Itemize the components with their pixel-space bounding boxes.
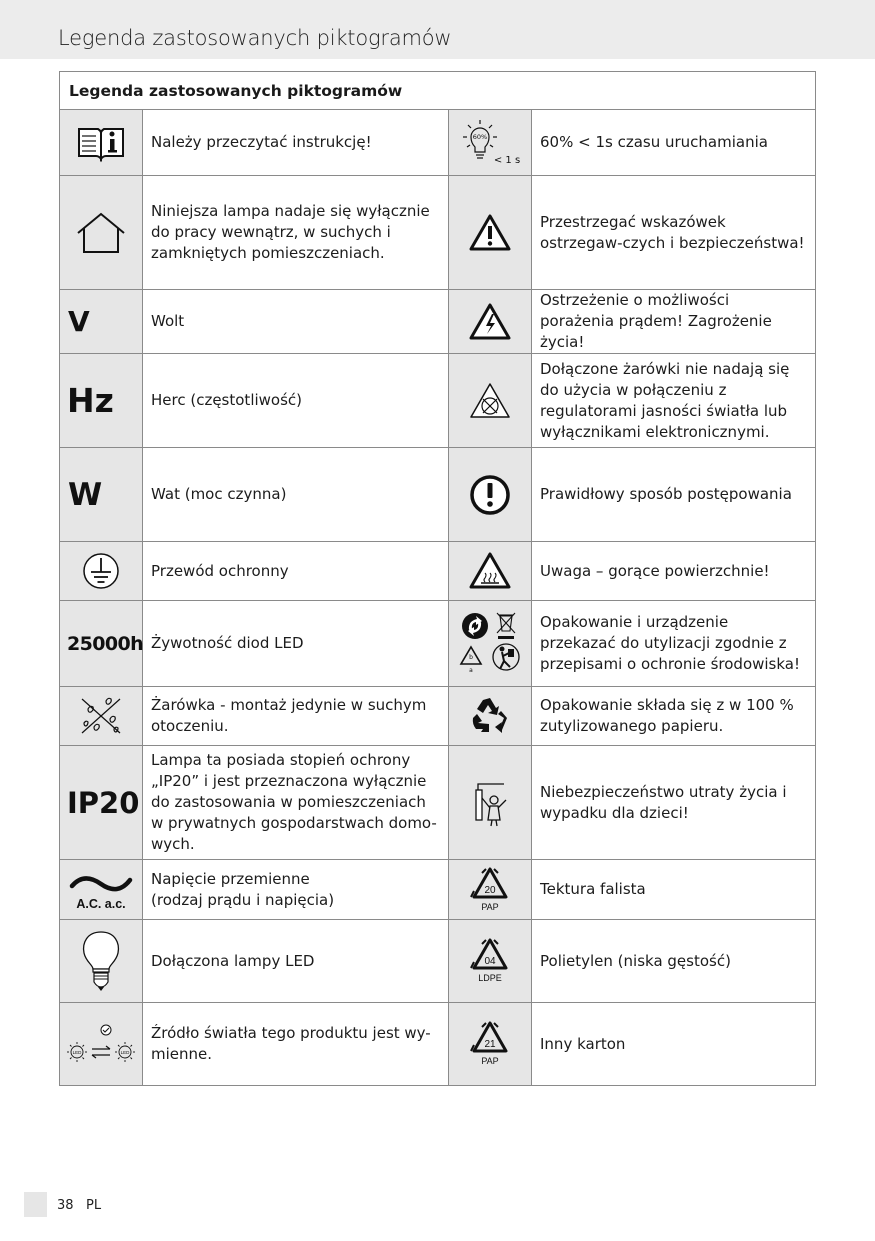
table-row — [60, 448, 816, 542]
table-title-row — [60, 72, 816, 110]
no-dimmer-icon — [449, 354, 532, 448]
legend-text: Uwaga – gorące powierzchnie! — [532, 542, 816, 601]
recycle-label-a: a — [469, 666, 473, 674]
legend-text: 60% < 1s czasu uruchamiania — [532, 110, 816, 176]
table-row — [60, 354, 816, 448]
legend-text: Przewód ochronny — [143, 542, 449, 601]
table-row — [60, 110, 816, 176]
led-lifetime-icon: 25000h — [60, 601, 143, 687]
dry-location-bulb-icon — [60, 687, 143, 746]
led-bulb-icon — [60, 920, 143, 1003]
child-danger-icon — [449, 746, 532, 860]
table-row — [60, 601, 816, 687]
table-row — [60, 860, 816, 920]
legend-text: Lampa ta posiada stopień ochrony „IP20” i jest przeznaczona wyłącznie do zastosowania w pomieszczeniach w prywatnych gospodarstwach domo-wych. — [143, 746, 449, 860]
table-title: Legenda zastosowanych piktogramów — [60, 72, 816, 110]
recycle-code: PAP — [481, 901, 499, 912]
page-title: Legenda zastosowanych piktogramów — [58, 26, 452, 50]
legend-text: Herc (częstotliwość) — [143, 354, 449, 448]
legend-text: Przestrzegać wskazówek ostrzegaw-czych i bezpieczeństwa! — [532, 176, 816, 290]
legend-text: Inny karton — [532, 1003, 816, 1086]
table-row — [60, 290, 816, 354]
page-footer-marker — [24, 1192, 47, 1217]
legend-text-line: Napięcie przemienne — [151, 869, 310, 888]
ip20-icon: IP20 — [60, 746, 143, 860]
legend-text: Polietylen (niska gęstość) — [532, 920, 816, 1003]
table-row — [60, 746, 816, 860]
table-row — [60, 687, 816, 746]
recycle-code: LDPE — [478, 973, 502, 983]
legend-text: Dołączona lampy LED — [143, 920, 449, 1003]
legend-text: Niniejsza lampa nadaje się wyłącznie do pracy wewnątrz, w suchych i zamkniętych pomieszczeniach. — [143, 176, 449, 290]
lightbulb-startup-icon — [449, 110, 532, 176]
startup-percent-label: 60% — [472, 132, 488, 141]
recycling-disposal-icon — [449, 601, 532, 687]
table-row — [60, 920, 816, 1003]
page-number: 38 — [57, 1198, 74, 1213]
led-label-left: LED — [72, 1050, 82, 1055]
pictogram-legend-table — [59, 71, 816, 1086]
watt-icon: W — [60, 448, 143, 542]
recycle-code-icon — [449, 860, 532, 920]
page-language: PL — [86, 1198, 102, 1213]
indoor-house-icon — [60, 176, 143, 290]
recycle-code-icon — [449, 1003, 532, 1086]
startup-time-label: < 1 s — [493, 154, 521, 166]
table-row — [60, 542, 816, 601]
read-manual-icon — [60, 110, 143, 176]
recycled-paper-icon — [449, 687, 532, 746]
electric-shock-warning-icon — [449, 290, 532, 354]
legend-text: Dołączone żarówki nie nadają się do użycia w połączeniu z regulatorami jasności światła lub wyłącznikami elektronicznymi. — [532, 354, 816, 448]
legend-text: Prawidłowy sposób postępowania — [532, 448, 816, 542]
legend-text: Źródło światła tego produktu jest wy-mienne. — [143, 1003, 449, 1086]
recycle-label-b: b — [469, 653, 473, 661]
protective-earth-icon — [60, 542, 143, 601]
warning-triangle-icon — [449, 176, 532, 290]
recycle-number: 21 — [484, 1039, 496, 1050]
legend-text: Wolt — [143, 290, 449, 354]
recycle-code-icon — [449, 920, 532, 1003]
legend-text — [143, 860, 449, 920]
recycle-number: 20 — [484, 884, 496, 896]
legend-text: Żywotność diod LED — [143, 601, 449, 687]
legend-text-line: (rodzaj prądu i napięcia) — [151, 890, 335, 909]
replaceable-light-source-icon — [60, 1003, 143, 1086]
hot-surface-icon — [449, 542, 532, 601]
legend-text: Niebezpieczeństwo utraty życia i wypadku dla dzieci! — [532, 746, 816, 860]
legend-text: Opakowanie i urządzenie przekazać do utylizacji zgodnie z przepisami o ochronie środowiska! — [532, 601, 816, 687]
table-row — [60, 1003, 816, 1086]
recycle-number: 04 — [484, 956, 496, 967]
hertz-icon: Hz — [60, 354, 143, 448]
legend-text: Żarówka - montaż jedynie w suchym otoczeniu. — [143, 687, 449, 746]
legend-text: Należy przeczytać instrukcję! — [143, 110, 449, 176]
table-row — [60, 176, 816, 290]
legend-text: Opakowanie składa się z w 100 % zutylizowanego papieru. — [532, 687, 816, 746]
ac-label: A.C. a.c. — [76, 896, 126, 911]
legend-text: Tektura falista — [532, 860, 816, 920]
volt-icon: V — [60, 290, 143, 354]
alternating-current-icon — [60, 860, 143, 920]
legend-text: Ostrzeżenie o możliwości porażenia prądem! Zagrożenie życia! — [532, 290, 816, 354]
exclamation-circle-icon — [449, 448, 532, 542]
legend-text: Wat (moc czynna) — [143, 448, 449, 542]
led-label-right: LED — [120, 1050, 130, 1055]
recycle-code: PAP — [481, 1056, 499, 1066]
